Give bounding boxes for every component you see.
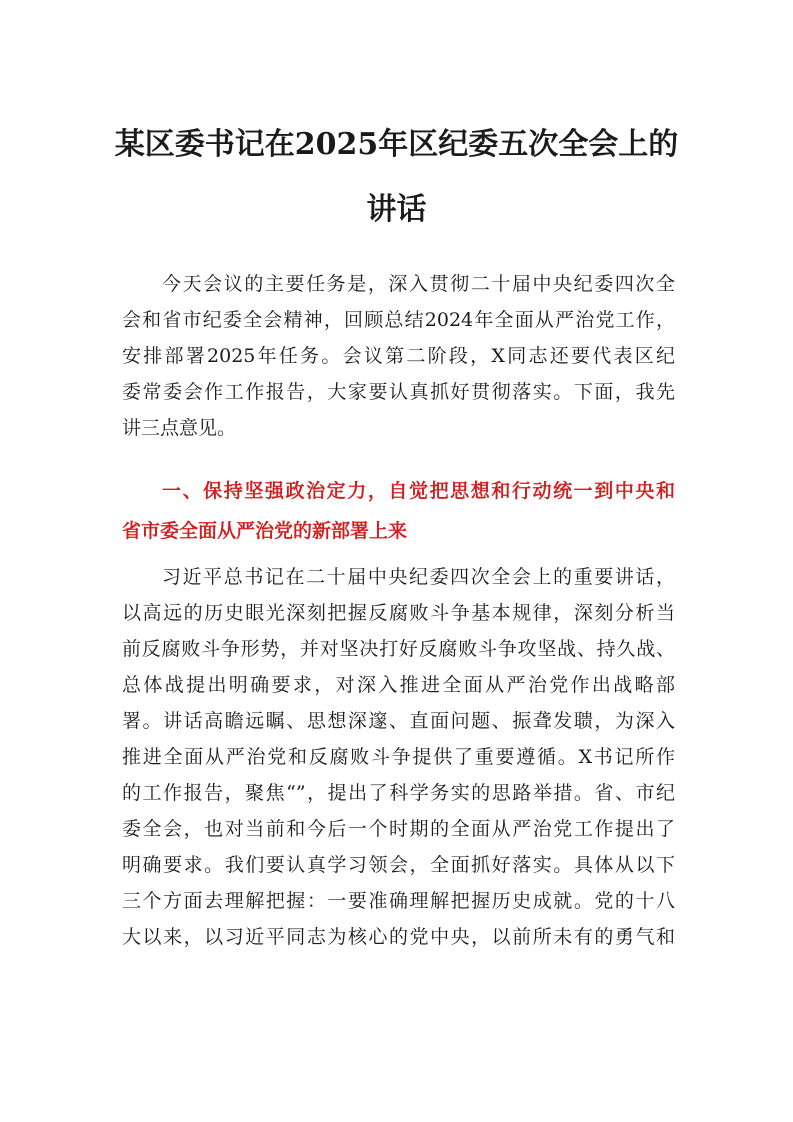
section-heading-line: 一、保持坚强政治定力，自觉把思想和行动统一到中央和 (162, 480, 675, 502)
paragraph-2-line: 委全会，也对当前和今后一个时期的全面从严治党工作提出了 (122, 818, 675, 840)
paragraph-2-line: 明确要求。我们要认真学习领会，全面抓好落实。具体从以下 (122, 854, 675, 876)
paragraph-1-line: 委常委会作工作报告，大家要认真抓好贯彻落实。下面，我先 (122, 381, 675, 403)
paragraph-1-line: 今天会议的主要任务是，深入贯彻二十届中央纪委四次全 (162, 273, 675, 295)
document-title-line-1: 某区委书记在2025年区纪委五次全会上的 (114, 127, 679, 162)
paragraph-2-line: 大以来，以习近平同志为核心的党中央，以前所未有的勇气和 (122, 926, 675, 948)
paragraph-2-line: 三个方面去理解把握：一要准确理解把握历史成就。党的十八 (122, 890, 675, 912)
paragraph-2-line: 署。讲话高瞻远瞩、思想深邃、直面问题、振聋发聩，为深入 (122, 710, 675, 732)
paragraph-1-line: 安排部署2025年任务。会议第二阶段，X同志还要代表区纪 (122, 345, 675, 367)
paragraph-2-line: 习近平总书记在二十届中央纪委四次全会上的重要讲话， (162, 566, 675, 588)
paragraph-2-line: 的工作报告，聚焦“”，提出了科学务实的思路举措。省、市纪 (122, 782, 675, 804)
paragraph-1-line: 会和省市纪委全会精神，回顾总结2024年全面从严治党工作， (122, 309, 675, 331)
paragraph-2-line: 前反腐败斗争形势，并对坚决打好反腐败斗争攻坚战、持久战、 (122, 638, 675, 660)
document-title-line-2: 讲话 (366, 192, 427, 227)
section-heading-line: 省市委全面从严治党的新部署上来 (122, 520, 408, 542)
paragraph-2-line: 推进全面从严治党和反腐败斗争提供了重要遵循。X书记所作 (122, 746, 675, 768)
paragraph-1-line: 讲三点意见。 (122, 417, 237, 439)
paragraph-2-line: 总体战提出明确要求，对深入推进全面从严治党作出战略部 (122, 674, 675, 696)
paragraph-2-line: 以高远的历史眼光深刻把握反腐败斗争基本规律，深刻分析当 (122, 602, 675, 624)
